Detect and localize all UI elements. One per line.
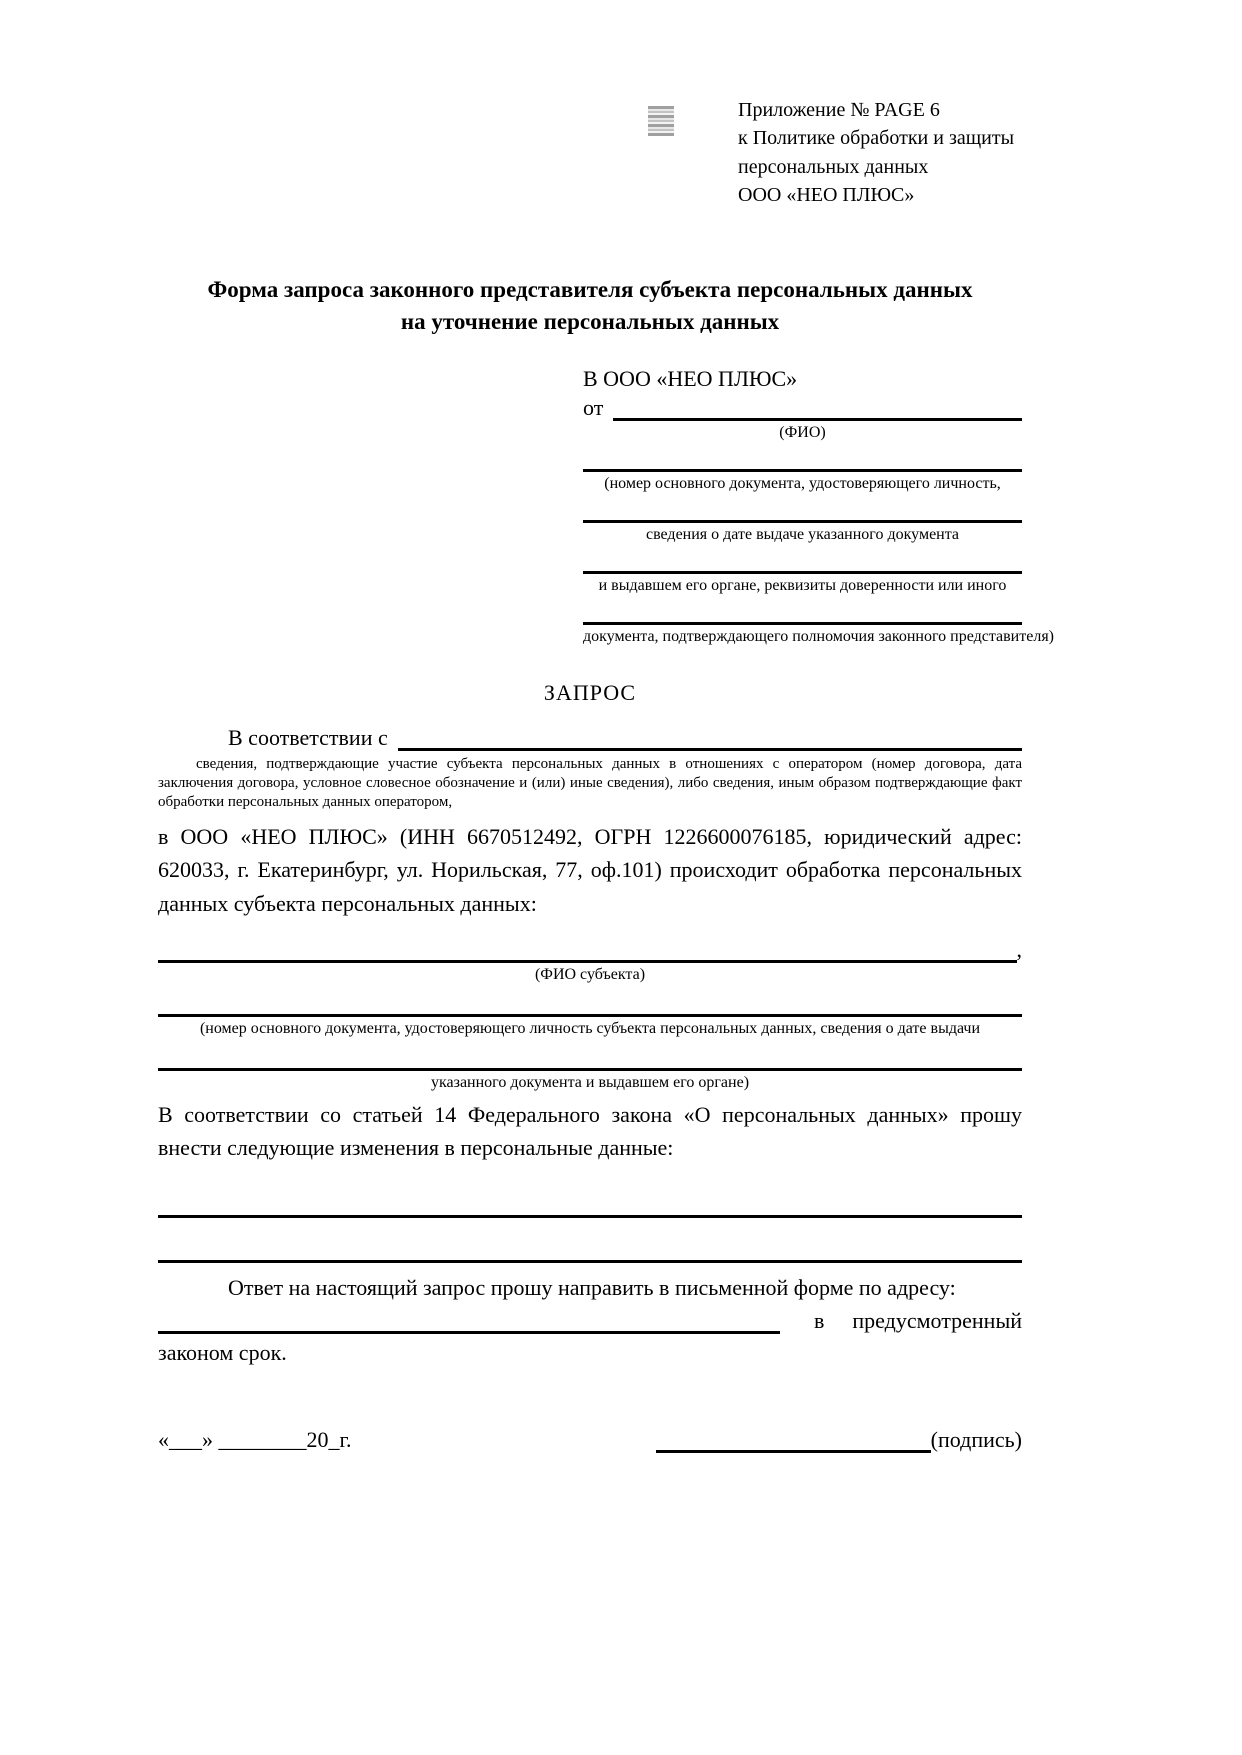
appendix-line: персональных данных: [738, 155, 929, 178]
form-title-line2: на уточнение персональных данных: [400, 309, 780, 335]
blank-line-signature: [656, 1426, 931, 1453]
reply-word1: в: [814, 1307, 825, 1333]
trailing-comma: ,: [1016, 936, 1022, 962]
subject-fio-row: [158, 936, 1022, 963]
footer-row: [158, 1426, 1022, 1453]
intro-prefix: В соответствии с: [228, 725, 388, 751]
appendix-line: к Политике обработки и защиты: [738, 127, 1015, 150]
blank-line-doc3: [583, 544, 1022, 574]
footnote-text: сведения, подтверждающие участие субъекта персональных данных в отношениях с оператором (номер договора, дата заключения договора, условное словесное обозначение и (или) иные сведения), либо сведения, иным образом подтверждающие факт обработки персональных данных оператором,: [158, 756, 1022, 810]
caption-subject-doc1: (номер основного документа, удостоверяющего личность субъекта персональных данных, сведения о дате выдачи: [199, 1019, 981, 1037]
caption-doc1: (номер основного документа, удостоверяющего личность,: [604, 475, 1001, 493]
appendix-line: Приложение № PAGE 6: [738, 99, 940, 121]
blank-line-subject-doc1: [158, 984, 1022, 1017]
caption-subject-doc2: указанного документа и выдавшем его органе): [430, 1073, 750, 1091]
operator-paragraph: в ООО «НЕО ПЛЮС» (ИНН 6670512492, ОГРН 1226600076185, юридический адрес: 620033, г. Екатеринбург, ул. Норильская, 77, оф.101) происходит обработка персональных данных субъекта персональных данных:: [158, 823, 1022, 916]
blurred-stamp-icon: [648, 106, 674, 136]
blank-line-doc1: [583, 442, 1022, 472]
form-title: [158, 274, 1022, 338]
caption-doc3: и выдавшем его органе, реквизиты доверенности или иного: [598, 577, 1007, 595]
appendix-line: ООО «НЕО ПЛЮС»: [738, 184, 915, 207]
blank-line-address: [158, 1305, 780, 1334]
reply-word2: предусмотренный: [852, 1307, 1022, 1333]
blank-line-doc2: [583, 493, 1022, 523]
appendix-header: [738, 96, 1038, 210]
page-header: [158, 96, 1022, 216]
blank-line-doc4: [583, 595, 1022, 625]
article14-paragraph: В соответствии со статьей 14 Федерального закона «О персональных данных» прошу внести следующие изменения в персональные данные:: [158, 1101, 1022, 1161]
from-label: от: [583, 395, 604, 421]
caption-subject-fio: (ФИО субъекта): [534, 965, 646, 983]
form-title-line1: Форма запроса законного представителя субъекта персональных данных: [207, 277, 973, 302]
reply-end: законом срок.: [158, 1339, 287, 1365]
from-line: [583, 394, 1022, 421]
blank-line-fio: [613, 394, 1022, 421]
signature-caption: (подпись): [930, 1426, 1022, 1452]
blank-line-subject-doc2: [158, 1038, 1022, 1071]
reply-sentence: Ответ на настоящий запрос прошу направить в письменной форме по адресу:: [228, 1274, 956, 1300]
caption-fio: (ФИО): [779, 424, 826, 442]
caption-doc2: сведения о дате выдаче указанного документа: [645, 526, 960, 544]
blank-line-basis: [398, 724, 1022, 751]
reply-address-row: [158, 1305, 1022, 1334]
blank-line-subject-fio: [158, 936, 1017, 963]
request-heading: ЗАПРОС: [543, 680, 637, 706]
blank-line-changes1: [158, 1185, 1022, 1218]
date-blank: «___» ________20_г.: [158, 1426, 352, 1452]
intro-row: [158, 724, 1022, 751]
recipient-to: В ООО «НЕО ПЛЮС»: [583, 366, 798, 392]
blank-line-changes2: [158, 1230, 1022, 1263]
caption-doc4: документа, подтверждающего полномочия законного представителя): [583, 628, 1054, 646]
signature-group: [656, 1426, 1022, 1453]
recipient-block: [583, 366, 1054, 646]
